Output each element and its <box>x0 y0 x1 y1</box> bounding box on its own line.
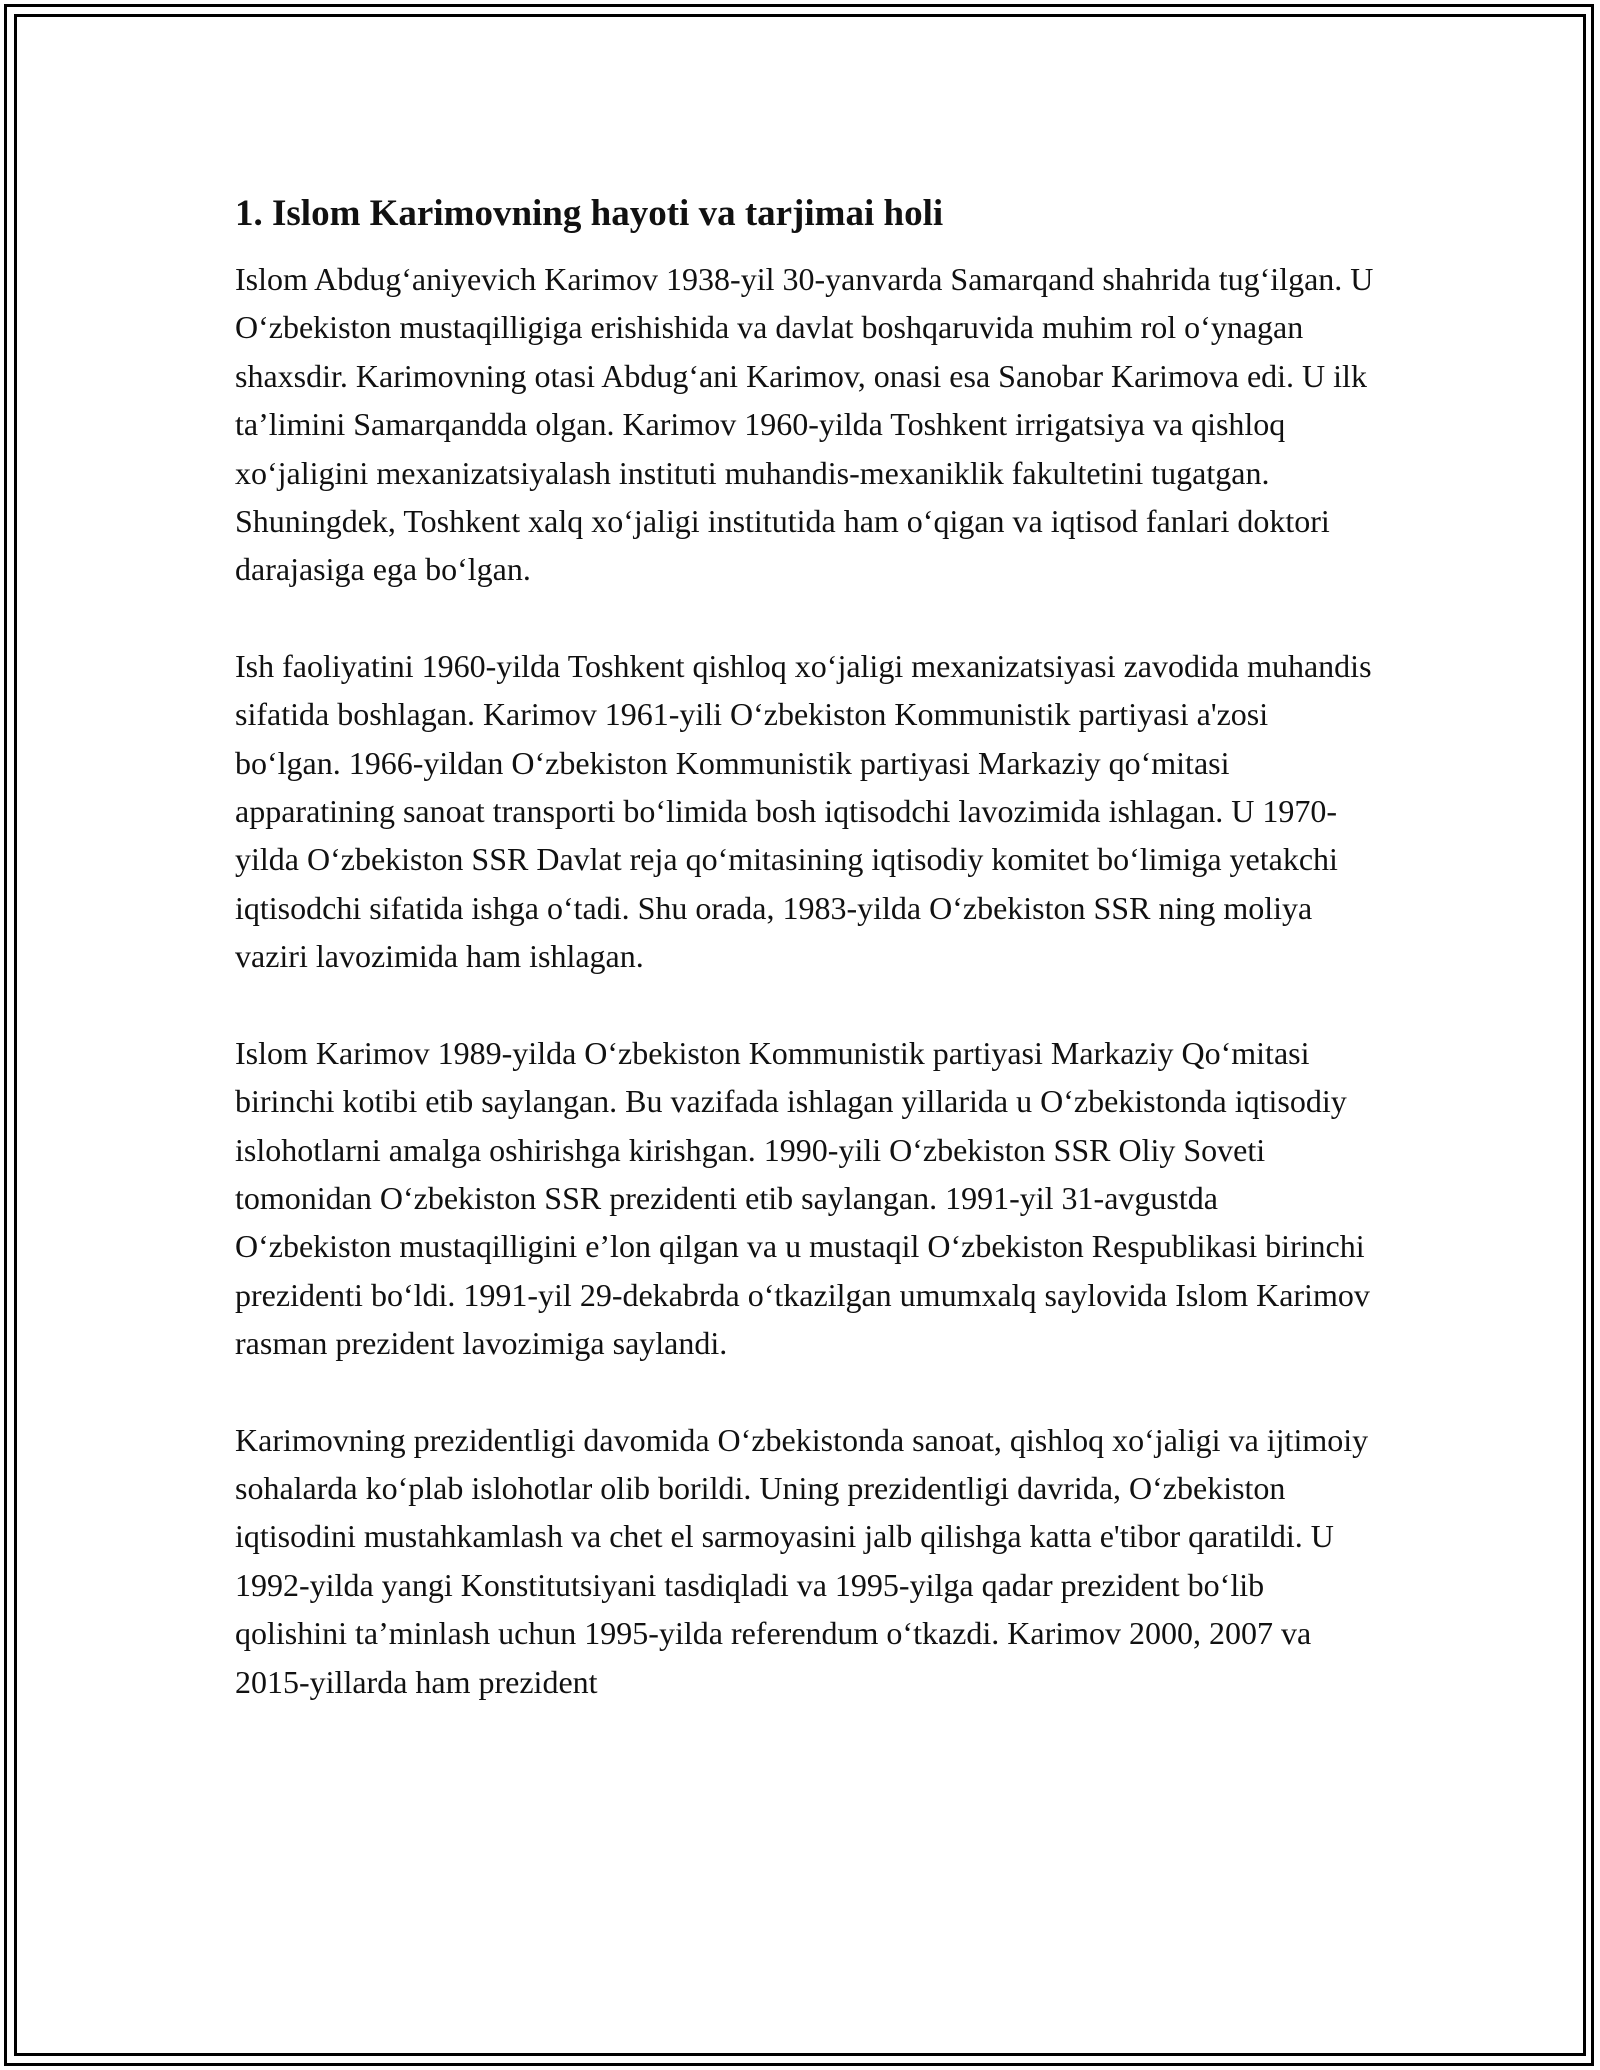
paragraph-presidency-reforms: Karimovning prezidentligi davomida Oʻzbekistonda sanoat, qishloq xoʻjaligi va ijtimoiy sohalarda koʻplab islohotlar olib borildi. Uning prezidentligi davrida, Oʻzbekiston iqtisodini mustahkamlash va chet el sarmoyasini jalb qilishga katta e'tibor qaratildi. U 1992-yilda yangi Konstitutsiyani tasdiqladi va 1995-yilga qadar prezident boʻlib qolishini taʼminlash uchun 1995-yilda referendum oʻtkazdi. Karimov 2000, 2007 va 2015-yillarda ham prezident <box>235 1421 1369 1700</box>
section-heading: 1. Islom Karimovning hayoti va tarjimai holi <box>235 193 944 234</box>
paragraph-biography-early-life: Islom Abdugʻaniyevich Karimov 1938-yil 30-yanvarda Samarqand shahrida tugʻilgan. U Oʻzbekiston mustaqilligiga erishishida va davlat boshqaruvida muhim rol oʻynagan shaxsdir. Karimovning otasi Abdugʻani Karimov, onasi esa Sanobar Karimova edi. U ilk taʼlimini Samarqandda olgan. Karimov 1960-yilda Toshkent irrigatsiya va qishloq xoʻjaligini mexanizatsiyalash instituti muhandis-mexaniklik fakultetini tugatgan. Shuningdek, Toshkent xalq xoʻjaligi institutida ham oʻqigan va iqtisod fanlari doktori darajasiga ega boʻlgan. <box>235 261 1374 588</box>
paragraph-presidency-start: Islom Karimov 1989-yilda Oʻzbekiston Kommunistik partiyasi Markaziy Qoʻmitasi birinchi kotibi etib saylangan. Bu vazifada ishlagan yillarida u Oʻzbekistonda iqtisodiy islohotlarni amalga oshirishga kirishgan. 1990-yili Oʻzbekiston SSR Oliy Soveti tomonidan Oʻzbekiston SSR prezidenti etib saylangan. 1991-yil 31-avgustda Oʻzbekiston mustaqilligini eʼlon qilgan va u mustaqil Oʻzbekiston Respublikasi birinchi prezidenti boʻldi. 1991-yil 29-dekabrda oʻtkazilgan umumxalq saylovida Islom Karimov rasman prezident lavozimiga saylandi. <box>235 1034 1370 1362</box>
document-body <box>235 185 1380 1754</box>
paragraph-career: Ish faoliyatini 1960-yilda Toshkent qishloq xoʻjaligi mexanizatsiyasi zavodida muhandis sifatida boshlagan. Karimov 1961-yili Oʻzbekiston Kommunistik partiyasi a'zosi boʻlgan. 1966-yildan Oʻzbekiston Kommunistik partiyasi Markaziy qoʻmitasi apparatining sanoat transporti boʻlimida bosh iqtisodchi lavozimida ishlagan. U 1970-yilda Oʻzbekiston SSR Davlat reja qoʻmitasining iqtisodiy komitet boʻlimiga yetakchi iqtisodchi sifatida ishga oʻtadi. Shu orada, 1983-yilda Oʻzbekiston SSR ning moliya vaziri lavozimida ham ishlagan. <box>235 647 1372 975</box>
